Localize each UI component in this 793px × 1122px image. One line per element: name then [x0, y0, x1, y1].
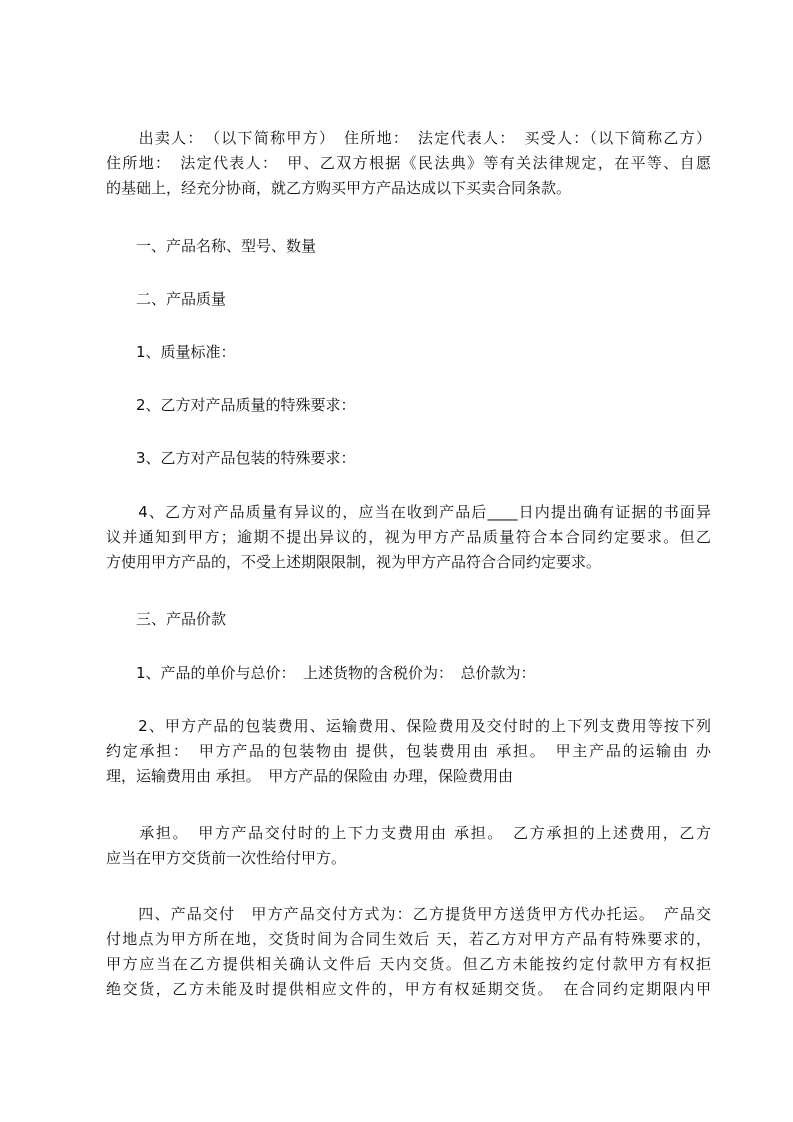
clause-line: 应当在甲方交货前一次性给付甲方。	[106, 849, 347, 867]
clause-line: 约定承担： 甲方产品的包装物由 提供，包装费用由 承担。 甲主产品的运输由 办	[106, 742, 711, 760]
section-heading: 三、产品价款	[106, 610, 227, 628]
clause-text: 1、产品的单价与总价： 上述货物的含税价为： 总价款为：	[106, 664, 536, 682]
quality-objection-paragraph	[106, 500, 711, 575]
clause-line: 付地点为甲方所在地，交货时间为合同生效后 天，若乙方对甲方产品有特殊要求的，	[106, 930, 711, 948]
section-heading-product-name	[106, 234, 711, 259]
clause-text: 3、乙方对产品包装的特殊要求：	[106, 449, 356, 467]
section-heading: 一、产品名称、型号、数量	[106, 237, 317, 255]
delivery-paragraph	[106, 902, 711, 1002]
intro-line: 的基础上，经充分协商，就乙方购买甲方产品达成以下买卖合同条款。	[106, 179, 572, 197]
intro-paragraph	[106, 126, 711, 201]
clause-text: 1、质量标准：	[106, 343, 236, 361]
packaging-requirements-item	[106, 446, 711, 471]
quality-requirements-item	[106, 393, 711, 418]
clause-line: 甲方应当在乙方提供相关确认文件后 天内交货。但乙方未能按约定付款甲方有权拒	[106, 955, 711, 973]
clause-line: 2、甲方产品的包装费用、运输费用、保险费用及交付时的上下列支费用等按下列	[106, 717, 711, 735]
intro-line: 出卖人： （以下简称甲方） 住所地： 法定代表人： 买受人：（以下简称乙方）	[106, 129, 711, 147]
clause-line: 4、乙方对产品质量有异议的，应当在收到产品后____日内提出确有证据的书面异	[106, 503, 711, 521]
clause-text: 2、乙方对产品质量的特殊要求：	[106, 396, 356, 414]
section-heading: 二、产品质量	[106, 290, 227, 308]
price-item	[106, 661, 711, 686]
clause-line: 议并通知到甲方；逾期不提出异议的，视为甲方产品质量符合本合同约定要求。但乙	[106, 528, 711, 546]
clause-line: 理，运输费用由 承担。 甲方产品的保险由 办理，保险费用由	[106, 767, 514, 785]
section-heading-price	[106, 607, 711, 632]
clause-line: 方使用甲方产品的，不受上述期限限制，视为甲方产品符合合同约定要求。	[106, 553, 602, 571]
clause-line: 承担。 甲方产品交付时的上下力支费用由 承担。 乙方承担的上述费用，乙方	[106, 824, 711, 842]
fees-continuation-paragraph	[106, 821, 711, 871]
section-heading-product-quality	[106, 287, 711, 312]
quality-standard-item	[106, 340, 711, 365]
clause-line: 绝交货，乙方未能及时提供相应文件的，甲方有权延期交货。 在合同约定期限内甲	[106, 980, 711, 998]
intro-line: 住所地： 法定代表人： 甲、乙双方根据《民法典》等有关法律规定，在平等、自愿	[106, 154, 711, 172]
fees-paragraph	[106, 714, 711, 789]
clause-line: 四、产品交付 甲方产品交付方式为：乙方提货甲方送货甲方代办托运。 产品交	[106, 905, 711, 923]
